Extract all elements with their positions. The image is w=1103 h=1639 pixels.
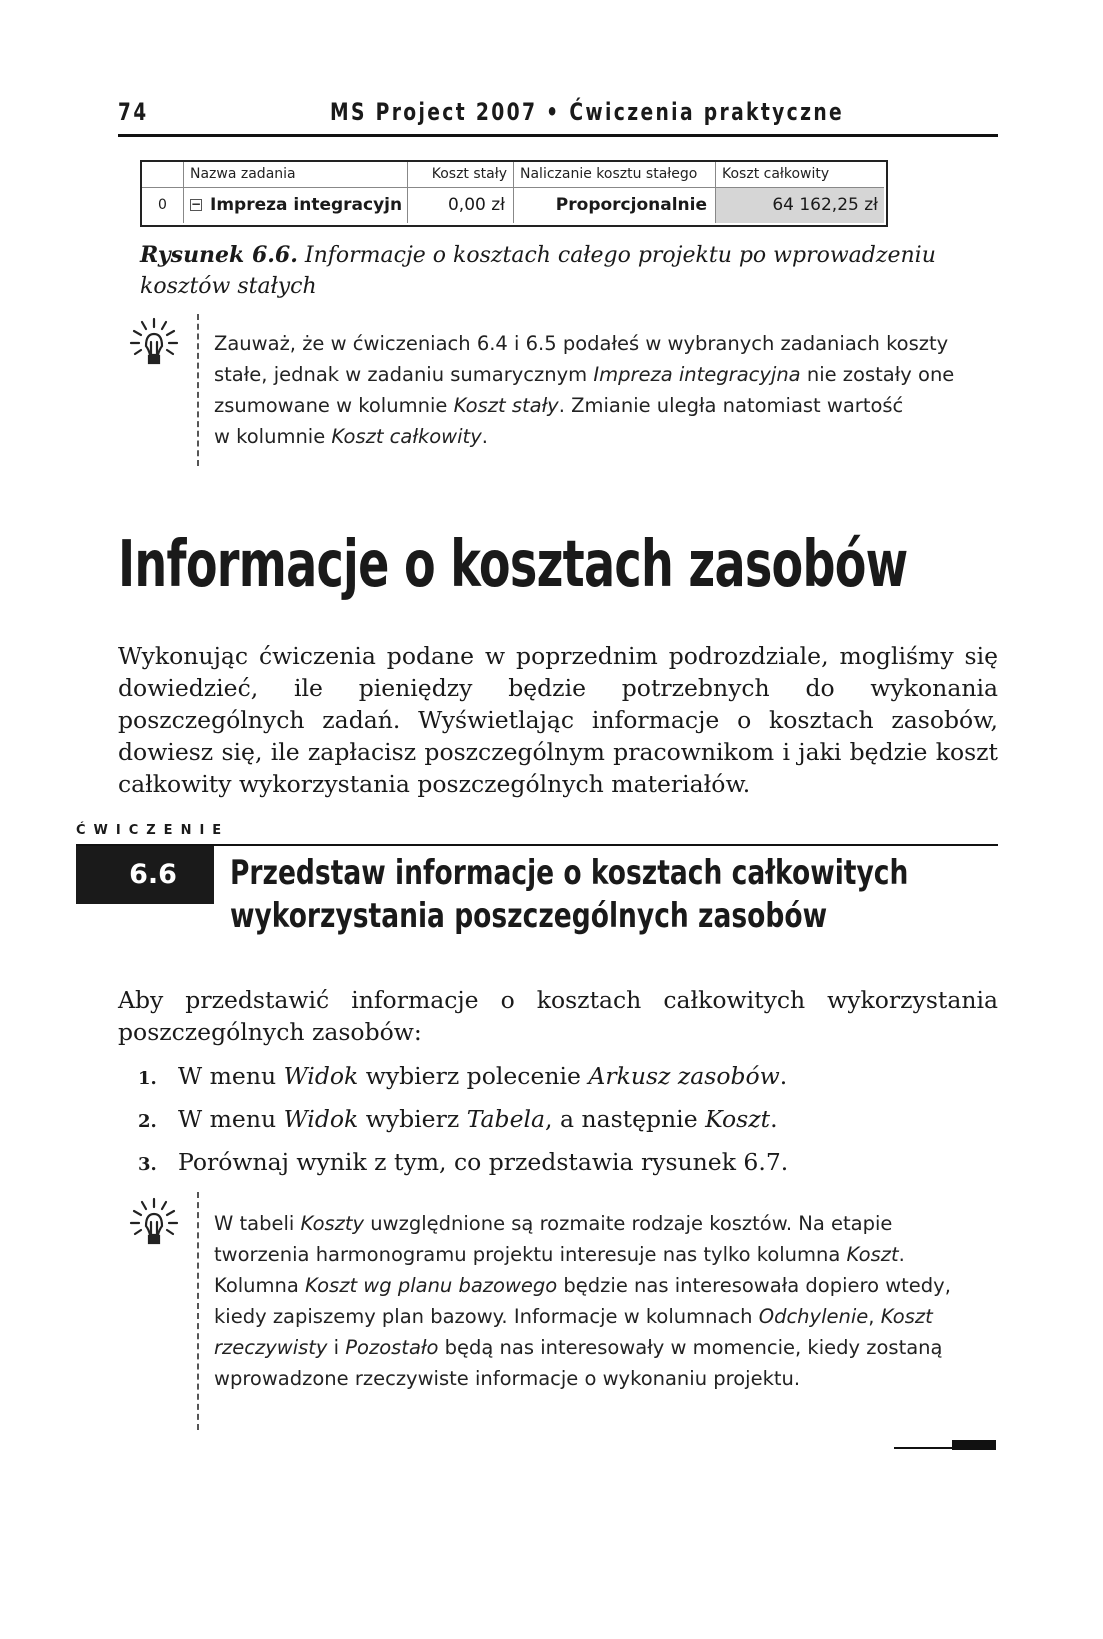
figure-table [140,160,888,227]
note-emphasis: Pozostało [345,1336,439,1359]
row-accrual: Proporcjonalnie [514,188,716,223]
exercise-title-line: wykorzystania poszczególnych zasobów [230,896,828,936]
note-emphasis: Koszty [300,1212,365,1235]
note-text-span: i [327,1336,346,1359]
step-text: W menu [178,1062,284,1090]
list-item [138,1142,788,1185]
step-emphasis: Widok [283,1105,359,1133]
step-text: , a następnie [545,1105,706,1133]
header-rule [118,134,998,137]
step-text: wybierz [358,1105,467,1133]
note-emphasis: Koszt stały [453,394,559,417]
row-id: 0 [142,188,184,223]
note-text-span: stałe, jednak w zadaniu sumarycznym [214,363,594,386]
step-number: 2. [138,1111,157,1132]
step-emphasis: Widok [283,1062,359,1090]
running-header [118,98,998,132]
exercise-title-line: Przedstaw informacje o kosztach całkowitych [230,853,909,893]
note-text [214,328,1014,452]
note-text-span: nie zostały one [800,363,955,386]
end-mark-line [894,1447,954,1449]
list-item [138,1056,788,1099]
note-text-span: , [868,1305,881,1328]
note-text-span: . Zmianie uległa natomiast wartość [558,394,904,417]
running-title: MS Project 2007 • Ćwiczenia praktyczne [330,98,845,126]
step-emphasis: Arkusz zasobów [588,1062,780,1090]
caption-text: Informacje o kosztach całego projektu po wprowadzeniu kosztów stałych [140,243,936,299]
exercise-rule [76,844,998,846]
note-text-span: będą nas interesowały w momencie, kiedy zostaną wprowadzone rzeczywiste informacje o wykonaniu projektu. [214,1336,943,1390]
note-text-span: w kolumnie [214,425,332,448]
step-emphasis: Koszt [705,1105,771,1133]
page-number: 74 [118,98,149,126]
note-emphasis: Koszt wg planu bazowego [305,1274,558,1297]
step-text: wybierz polecenie [358,1062,589,1090]
figure-caption [140,240,1000,302]
note-divider [197,314,199,466]
row-total-cost: 64 162,25 zł [716,188,884,223]
table-header-id [142,162,184,187]
step-text: Porównaj wynik z tym, co przedstawia rysunek 6.7. [178,1148,789,1176]
steps-list [138,1056,788,1185]
lightbulb-icon [128,316,180,368]
note-text-span: uwzględnione są rozmaite rodzaje kosztów. Na etapie tworzenia harmonogramu projektu interesuje nas tylko kolumna [214,1212,893,1266]
section-title: Informacje o kosztach zasobów [118,528,908,602]
exercise-title [230,852,908,938]
row-fixed-cost: 0,00 zł [408,188,514,223]
note-text [214,1208,959,1394]
table-row [142,187,884,223]
table-header-accrual: Naliczanie kosztu stałego [514,162,716,187]
exercise-intro: Aby przedstawić informacje o kosztach całkowitych wykorzystania poszczególnych zasobów: [118,986,998,1046]
note-text-span: będzie nas interesowała dopiero wtedy, kiedy zapiszemy plan bazowy. Informacje w kolumnach [214,1274,951,1328]
note-emphasis: Impreza integracyjna [593,363,801,386]
step-number: 1. [138,1068,157,1089]
step-number: 3. [138,1154,157,1175]
intro-paragraph: Wykonując ćwiczenia podane w poprzednim podrozdziale, mogliśmy się dowiedzieć, ile pieniędzy będzie potrzebnych do wykonania poszczególnych zadań. Wyświetlając informacje o kosztach zasobów, dowiesz się, ile zapłacisz poszczególnym pracownikom i jaki będzie koszt całkowity wykorzystania poszczególnych materiałów. [118,642,998,798]
step-emphasis: Tabela [466,1105,546,1133]
note-text-span: . Kolumna [214,1243,905,1297]
list-item [138,1099,788,1142]
exercise-number: 6.6 [76,846,214,904]
table-header-name: Nazwa zadania [184,162,408,187]
table-header-fixed-cost: Koszt stały [408,162,514,187]
note-text-span: zsumowane w kolumnie [214,394,454,417]
step-text: . [770,1105,778,1133]
note-line: Zauważ, że w ćwiczeniach 6.4 i 6.5 podałeś w wybranych zadaniach koszty [214,332,949,355]
table-header-total-cost: Koszt całkowity [722,166,830,182]
note-emphasis: Koszt rzeczywisty [214,1305,933,1359]
note-emphasis: Odchylenie [758,1305,869,1328]
row-name-cell [184,188,408,223]
note-emphasis: Koszt [846,1243,899,1266]
collapse-icon: − [191,197,202,211]
lightbulb-icon [128,1196,180,1248]
note-divider [197,1192,199,1430]
step-text: W menu [178,1105,284,1133]
caption-label: Rysunek 6.6. [140,242,298,268]
end-mark-block [952,1440,996,1450]
note-emphasis: Koszt całkowity [331,425,482,448]
step-text: . [779,1062,788,1090]
exercise-label: ĆWICZENIE [76,823,230,838]
note-text-span: . [481,425,488,448]
note-text-span: W tabeli [214,1212,301,1235]
row-name: Impreza integracyjn [210,195,403,215]
